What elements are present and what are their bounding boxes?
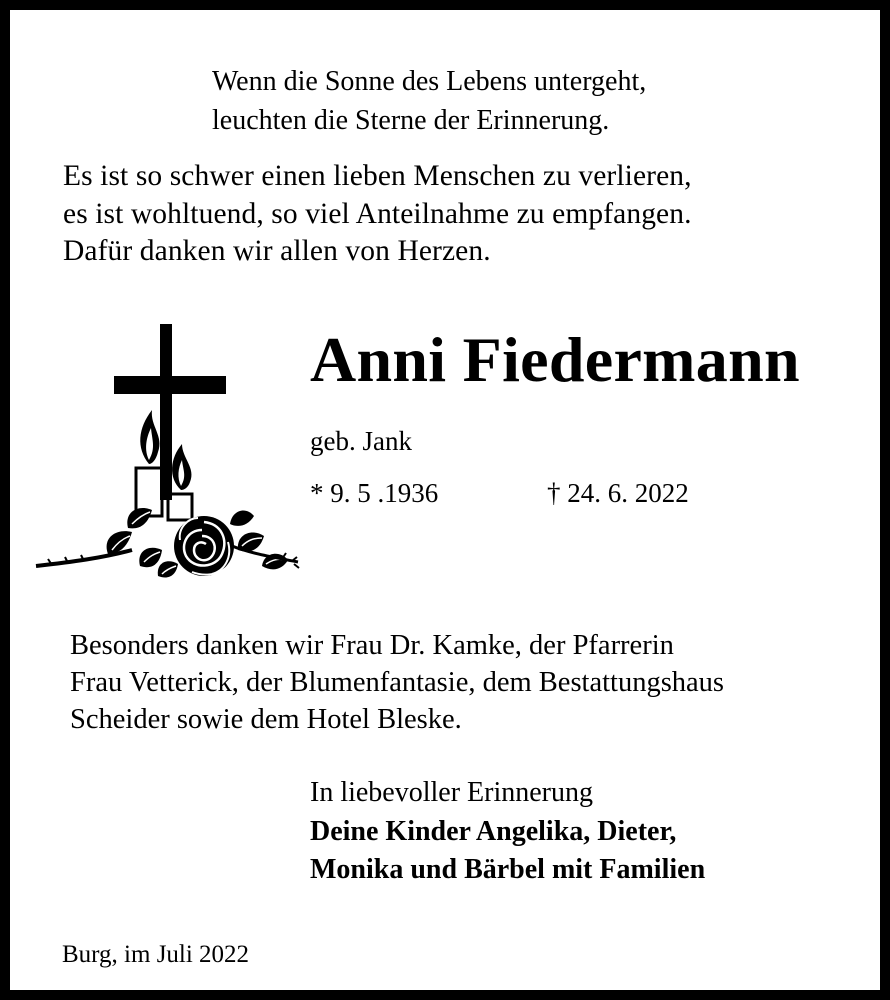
- death-date: † 24. 6. 2022: [547, 478, 689, 508]
- thanks-line-2: es ist wohltuend, so viel Anteilnahme zu empfangen.: [63, 198, 692, 230]
- special-thanks-line-2: Frau Vetterick, der Blumenfantasie, dem Bestattungshaus: [70, 667, 725, 698]
- closing-intro: In liebevoller Erinnerung: [310, 777, 594, 808]
- birth-date: * 9. 5 .1936: [310, 478, 439, 508]
- motto-line-2: leuchten die Sterne der Erinnerung.: [212, 105, 610, 136]
- cross-icon: [114, 324, 226, 500]
- family-line-1: Deine Kinder Angelika, Dieter,: [310, 816, 677, 847]
- family-line-2: Monika und Bärbel mit Familien: [310, 854, 706, 885]
- place-date: Burg, im Juli 2022: [62, 941, 250, 968]
- thanks-line-3: Dafür danken wir allen von Herzen.: [63, 235, 491, 267]
- special-thanks-line-1: Besonders danken wir Frau Dr. Kamke, der Pfarrerin: [70, 630, 674, 661]
- motto-line-1: Wenn die Sonne des Lebens untergeht,: [212, 66, 647, 97]
- memorial-emblem: [32, 318, 306, 598]
- maiden-name: geb. Jank: [310, 426, 412, 456]
- special-thanks-line-3: Scheider sowie dem Hotel Bleske.: [70, 704, 462, 735]
- deceased-name: Anni Fiedermann: [310, 324, 800, 395]
- thanks-line-1: Es ist so schwer einen lieben Menschen zu verlieren,: [63, 160, 692, 192]
